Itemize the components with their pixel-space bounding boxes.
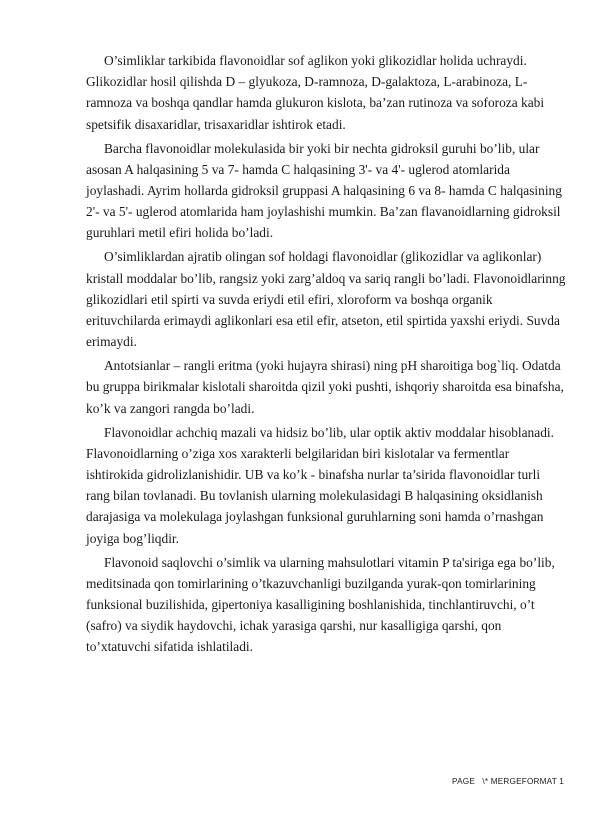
paragraph-glycosides: O’simliklar tarkibida flavonoidlar sof aglikon yoki glikozidlar holida uchraydi. Glikozidlar hosil qilishda D – glyukoza, D-ramnoza, D-galaktoza, L-arabinoza, L-ramnoza va boshqa qandlar hamda glukuron kislota, ba’zan rutinoza va soforoza kabi spetsifik disaxaridlar, trisaxaridlar ishtirok etadi. — [86, 53, 545, 132]
paragraph-medical-use: Flavonoid saqlovchi o’simlik va ularning mahsulotlari vitamin P ta'siriga ega bo’lib, meditsinada qon tomirlarining o’tkazuvchanligi buzilganda yurak-qon tomirlarining funksional buzilishida, gipertoniya kasalligining boshlanishida, tinchlantiruvchi, o’t (safro) va siydik haydovchi, ichak yarasiga qarshi, nur kasalligiga qarshi, qon to’xtatuvchi sifatida ishlatiladi. — [86, 554, 555, 655]
paragraph-taste-and-fluorescence: Flavonoidlar achchiq mazali va hidsiz bo’lib, ular optik aktiv moddalar hisoblanadi. Flavonoidlarning o’ziga xos xarakterli belgilaridan biri kislotalar va fermentlar ishtirokida gidrolizlanishidir. UB va ko’k - binafsha nurlar ta’sirida flavonoidlar turli rang bilan tovlanadi. Bu tovlanish ularning molekulasidagi B halqasining oksidlanish darajasiga va molekulaga joylashgan funksional guruhlarning soni hamda o’rnashgan joyiga bog’liqdir. — [86, 424, 554, 546]
paragraph-anthocyanins: Antotsianlar – rangli eritma (yoki hujayra shirasi) ning pH sharoitiga bog`liq. Odatda bu gruppa birikmalar kislotali sharoitda qizil yoki pushti, ishqoriy sharoitda esa binafsha, ko’k va zangori rangda bo’ladi. — [86, 358, 564, 416]
document-body — [86, 50, 566, 660]
paragraph-physical-properties: O’simliklardan ajratib olingan sof holdagi flavonoidlar (glikozidlar va aglikonlar) kristall moddalar bo’lib, rangsiz yoki zarg’aldoq va sariq rangli bo’ladi. Flavonoidlarinng glikozidlari etil spirti va suvda eriydi etil efiri, xloroform va boshqa organik erituvchilarda erimaydi aglikonlari esa etil efir, atseton, etil spirtida yaxshi eriydi. Suvda erimaydi. — [86, 249, 566, 350]
page-number-footer: PAGE \* MERGEFORMAT 1 — [452, 777, 564, 786]
paragraph-hydroxyl-groups: Barcha flavonoidlar molekulasida bir yoki bir nechta gidroksil guruhi bo’lib, ular asosan A halqasining 5 va 7- hamda C halqasining 3'- va 4'- uglerod atomlarida joylashadi. Ayrim hollarda gidroksil gruppasi A halqasining 6 va 8- hamda C halqasining 2'- va 5'- uglerod atomlarida ham joylashishi mumkin. Ba’zan flavanoidlarning gidroksil guruhlari metil efiri holida bo’ladi. — [86, 140, 562, 241]
